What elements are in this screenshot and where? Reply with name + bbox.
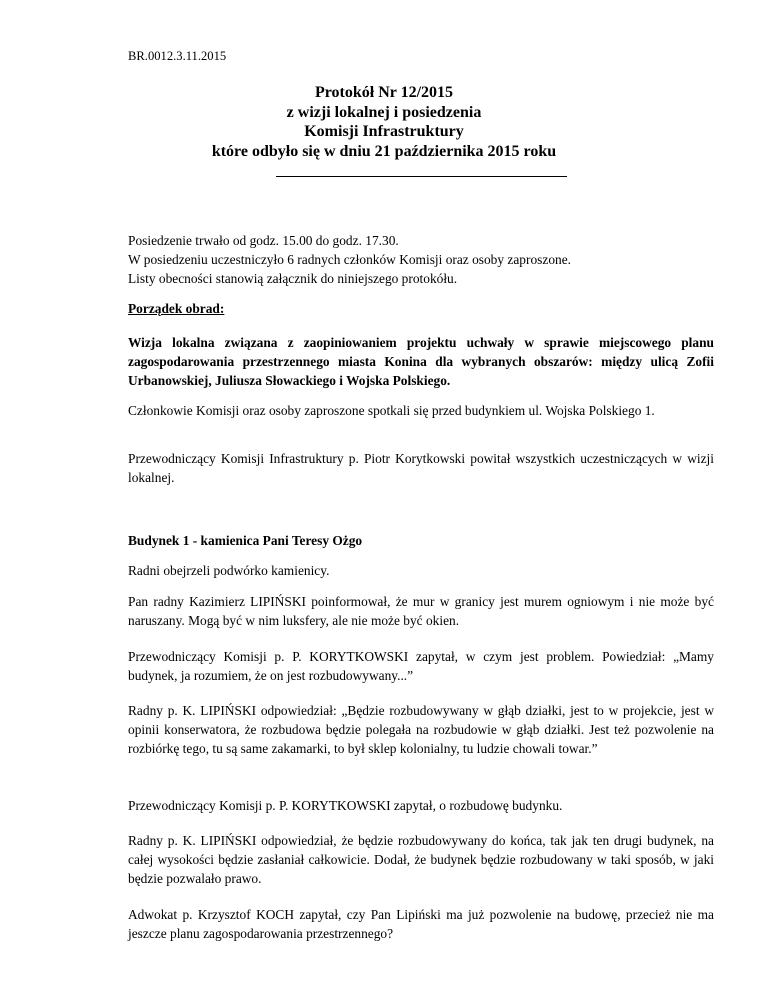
agenda-heading-text: Porządek obrad: [128, 301, 225, 316]
title-underline-divider [276, 176, 567, 177]
paragraph-3 [128, 561, 714, 580]
title-line-2: z wizji lokalnej i posiedzenia [286, 103, 482, 121]
paragraph-9 [128, 905, 714, 943]
paragraph-1-text: Członkowie Komisji oraz osoby zaproszone spotkali się przed budynkiem ul. Wojska Polskiego 1. [128, 403, 655, 418]
intro-line-3: Listy obecności stanowią załącznik do niniejszego protokółu. [128, 271, 458, 286]
intro-line-1: Posiedzenie trwało od godz. 15.00 do godz. 17.30. [128, 233, 399, 248]
paragraph-9-text: Adwokat p. Krzysztof KOCH zapytał, czy Pan Lipiński ma już pozwolenie na budowę, przecież nie ma jeszcze planu zagospodarowania przestrzennego? [128, 907, 714, 941]
paragraph-6 [128, 701, 714, 758]
paragraph-8-text: Radny p. K. LIPIŃSKI odpowiedział, że będzie rozbudowywany do końca, tak jak ten drugi budynek, na całej wysokości będzie zasłaniał całkowicie. Dodał, że budynek będzie rozbudowany w taki sposób, w jaki będzie pozwalało prawo. [128, 833, 714, 886]
paragraph-6-text: Radny p. K. LIPIŃSKI odpowiedział: „Będzie rozbudowywany w głąb działki, jest to w projekcie, jest w opinii konserwatora, że rozbudowa będzie polegała na rozbudowie w głąb działki. Jest też pozwolenie na rozbiórkę tego, tu są same zakamarki, to był sklep kolonialny, tu ludzie chowali towar.” [128, 703, 714, 756]
building-heading [128, 531, 714, 550]
paragraph-8 [128, 831, 714, 888]
paragraph-2 [128, 449, 714, 487]
paragraph-5-text: Przewodniczący Komisji p. P. KORYTKOWSKI zapytał, w czym jest problem. Powiedział: „Mamy budynek, ja rozumiem, że on jest rozbudowywany...” [128, 649, 714, 683]
paragraph-7-text: Przewodniczący Komisji p. P. KORYTKOWSKI zapytał, o rozbudowę budynku. [128, 798, 563, 813]
agenda-item [128, 333, 714, 390]
paragraph-4 [128, 592, 714, 630]
paragraph-2-text: Przewodniczący Komisji Infrastruktury p. Piotr Korytkowski powitał wszystkich uczestniczących w wizji lokalnej. [128, 451, 714, 485]
document-reference: BR.0012.3.11.2015 [128, 49, 227, 63]
intro-line-2: W posiedzeniu uczestniczyło 6 radnych członków Komisji oraz osoby zaproszone. [128, 252, 571, 267]
document-title [100, 83, 668, 161]
intro-block [128, 231, 714, 288]
agenda-item-text: Wizja lokalna związana z zaopiniowaniem projektu uchwały w sprawie miejscowego planu zagospodarowania przestrzennego miasta Konina dla wybranych obszarów: między ulicą Zofii Urbanowskiej, Juliusza Słowackiego i Wojska Polskiego. [128, 335, 714, 388]
paragraph-5 [128, 647, 714, 685]
title-line-4: które odbyło się w dniu 21 października 2015 roku [211, 142, 557, 160]
title-line-3: Komisji Infrastruktury [304, 123, 464, 140]
agenda-heading [128, 299, 714, 318]
title-line-1: Protokół Nr 12/2015 [314, 84, 454, 101]
paragraph-4-text: Pan radny Kazimierz LIPIŃSKI poinformował, że mur w granicy jest murem ogniowym i nie może być naruszany. Mogą być w nim luksfery, ale nie może być okien. [128, 594, 714, 628]
building-heading-text: Budynek 1 - kamienica Pani Teresy Ożgo [128, 533, 363, 548]
paragraph-1 [128, 401, 714, 420]
paragraph-7 [128, 796, 714, 815]
paragraph-3-text: Radni obejrzeli podwórko kamienicy. [128, 563, 330, 578]
